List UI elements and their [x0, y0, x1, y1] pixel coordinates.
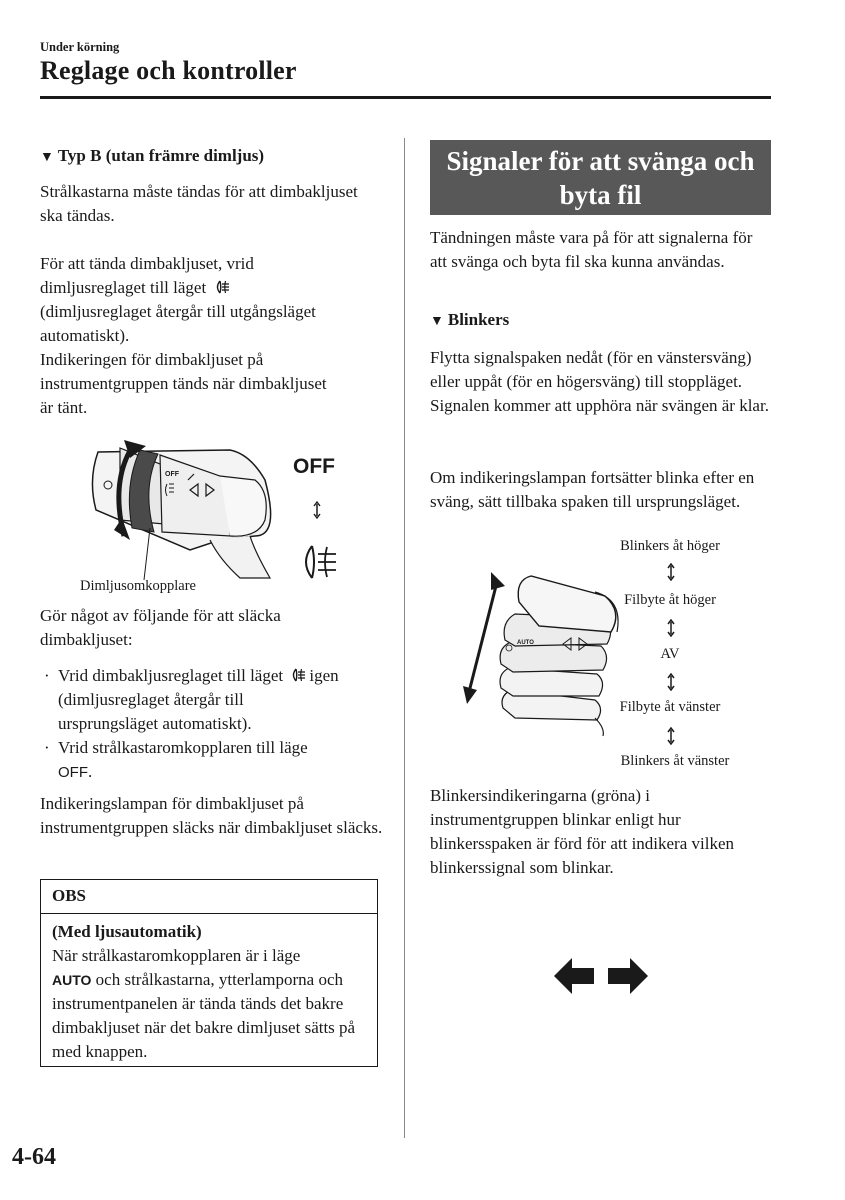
- double-arrow-icon: [668, 564, 674, 580]
- right-paragraph-3: Om indikeringslampan fortsätter blinka efter en sväng, sätt tillbaka spaken till ursprungsläget.: [430, 468, 755, 511]
- left-paragraph-3: Gör något av följande för att släcka dimbakljuset:: [40, 606, 281, 649]
- rear-fog-light-large-icon: [296, 542, 340, 582]
- label-right-turn: Blinkers åt höger: [620, 538, 720, 554]
- section-banner: Signaler för att svänga och byta fil: [430, 140, 771, 215]
- arrow-right-icon: [608, 958, 648, 994]
- right-paragraph-2: Flytta signalspaken nedåt (för en vänstersväng) eller uppåt (för en högersväng) till stoppläget. Signalen kommer att upphöra när svängen är klar.: [430, 348, 769, 415]
- note-subheading: (Med ljusautomatik): [52, 922, 202, 941]
- label-lane-change-right: Filbyte åt höger: [624, 592, 716, 608]
- label-off: AV: [660, 646, 680, 662]
- bullet-list: [40, 664, 390, 785]
- stalk-off-label: OFF: [165, 471, 179, 478]
- bullet-item-2: · Vrid strålkastaromkopplaren till läge OFF.: [44, 738, 308, 781]
- title-rule: [40, 96, 771, 99]
- double-arrow-icon: [668, 620, 674, 636]
- bullet-item-1: · Vrid dimbakljusreglaget till läget igen (dimljusreglaget återgår till ursprungsläget automatiskt).: [44, 666, 339, 733]
- position-arrows: [664, 562, 678, 762]
- page-title: Reglage och kontroller: [40, 56, 297, 85]
- double-arrow-icon: [310, 500, 324, 520]
- triangle-down-icon: ▼: [430, 314, 444, 329]
- left-paragraph-2: För att tända dimbakljuset, vrid dimljusreglaget till läget (dimljusreglaget återgår till utgångsläget automatiskt). Indikeringen för dimbakljuset på instrumentgruppen tänds när dimbakljuset är tänt.: [40, 254, 327, 417]
- right-paragraph-1: Tändningen måste vara på för att signalerna för att svänga och byta fil ska kunna användas.: [430, 228, 753, 271]
- rear-fog-light-icon: [213, 279, 231, 295]
- auto-label: AUTO: [52, 972, 92, 988]
- column-divider: [404, 138, 405, 1138]
- note-box: OBS (Med ljusautomatik) När strålkastaromkopplaren är i läge AUTO och strålkastarna, ytterlamporna och instrumentpanelen är tända tänds det bakre dimbakljuset när det bakre dimljuset sätts på med knappen.: [40, 879, 378, 1067]
- arrow-left-icon: [554, 958, 594, 994]
- left-paragraph-4: Indikeringslampan för dimbakljuset på instrumentgruppen släcks när dimbakljuset släcks.: [40, 794, 383, 837]
- double-arrow-icon: [668, 674, 674, 690]
- stalk-auto-label: AUTO: [517, 640, 534, 646]
- figure-caption: Dimljusomkopplare: [80, 578, 196, 594]
- off-label: OFF: [293, 455, 335, 478]
- note-heading: OBS: [41, 880, 377, 914]
- left-subheading: ▼ Typ B (utan främre dimljus): [40, 146, 265, 165]
- triangle-down-icon: ▼: [40, 150, 54, 165]
- right-subheading: ▼ Blinkers: [430, 310, 510, 329]
- label-left-turn: Blinkers åt vänster: [620, 753, 730, 769]
- left-paragraph-1: Strålkastarna måste tändas för att dimbakljuset ska tändas.: [40, 182, 358, 225]
- double-arrow-icon: [668, 728, 674, 744]
- section-label: Under körning: [40, 40, 120, 54]
- arrow-up-icon: [491, 572, 505, 590]
- right-paragraph-4: Blinkersindikeringarna (gröna) i instrumentgruppen blinkar enligt hur blinkersspaken är förd för att indikera vilken blinkerssignal som blinkar.: [430, 786, 735, 877]
- turn-indicator-icons: [552, 954, 650, 998]
- rear-fog-light-icon: [289, 667, 307, 683]
- label-lane-change-left: Filbyte åt vänster: [619, 699, 721, 715]
- arrow-down-icon: [463, 686, 477, 704]
- turn-signal-stalk-diagram: [455, 568, 625, 738]
- page-number: 4-64: [12, 1144, 56, 1170]
